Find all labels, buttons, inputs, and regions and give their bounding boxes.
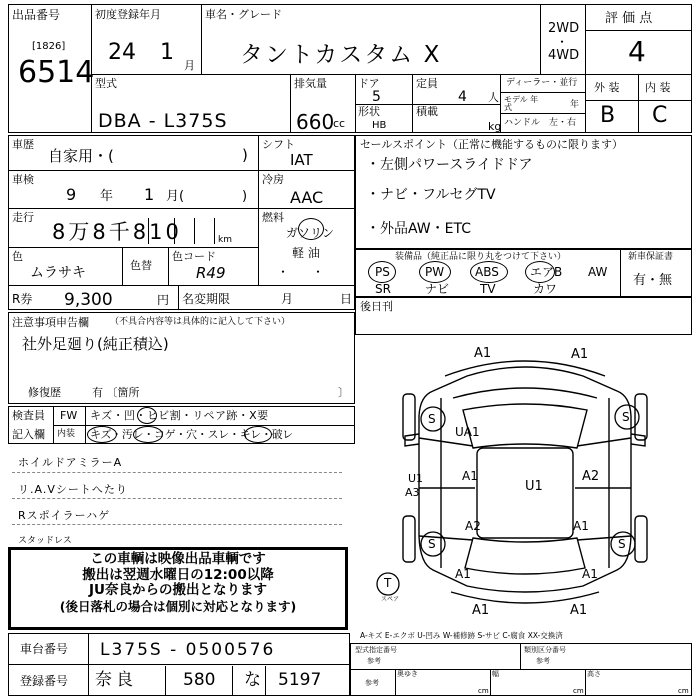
car-diagram bbox=[355, 336, 692, 629]
plate-class: 580 bbox=[183, 670, 216, 690]
r-unit: 円 bbox=[157, 293, 170, 307]
history-value: 自家用・( bbox=[48, 147, 114, 165]
equip-abs: ABS bbox=[475, 265, 499, 279]
shape-value: HB bbox=[372, 120, 387, 131]
capacity-value: 4 bbox=[458, 89, 467, 105]
footer-cm-1: cm bbox=[478, 687, 489, 695]
capacity-unit: 人 bbox=[488, 91, 499, 104]
notice-line-1: この車輌は映像出品車輌です bbox=[90, 551, 266, 567]
sales-item-2: ・ナビ・フルセグTV bbox=[366, 187, 496, 203]
shape-label: 形状 bbox=[358, 105, 380, 118]
exterior-label: 外 装 bbox=[594, 81, 620, 94]
mark-a1-left-mid: A1 bbox=[462, 469, 478, 483]
rear-seat-label: 後日刊 bbox=[360, 300, 393, 313]
notice-line-2: 搬出は翌週水曜日の12:00以降 bbox=[82, 566, 274, 583]
equip-leather: カワ bbox=[533, 282, 558, 296]
equip-sr: SR bbox=[375, 282, 391, 296]
mark-a1-rear-right: A1 bbox=[582, 567, 598, 581]
shift-label: シフト bbox=[262, 138, 295, 151]
plate-region: 奈良 bbox=[95, 670, 137, 690]
equip-navi: ナビ bbox=[425, 282, 450, 296]
remark-3: Rスポイラーハゲ bbox=[18, 509, 111, 522]
repair-label: 修復歴 bbox=[28, 386, 61, 399]
equip-pw: PW bbox=[425, 265, 445, 279]
notes-label: 注意事項申告欄 bbox=[12, 316, 89, 329]
color-value: ムラサキ bbox=[30, 265, 86, 281]
in-wear-circle bbox=[244, 426, 272, 443]
mark-a2-center: A2 bbox=[465, 519, 481, 533]
history-label: 車歴 bbox=[12, 138, 34, 151]
load-unit: kg bbox=[488, 120, 502, 133]
fw-text: キズ・凹・ヒビ割・リペア跡・X要 bbox=[90, 409, 269, 422]
model-label: 型式 bbox=[95, 77, 117, 90]
equip-ps: PS bbox=[375, 265, 390, 279]
plate-kana: な bbox=[244, 670, 261, 690]
model-value: DBA - L375S bbox=[98, 110, 228, 132]
dealer-label: ディーラー・並行 bbox=[506, 78, 578, 88]
displacement-label: 排気量 bbox=[294, 77, 327, 90]
equip-pw-circle bbox=[419, 261, 451, 283]
r-value: 9,300 bbox=[64, 290, 113, 310]
footer-haba: 幅 bbox=[492, 670, 499, 678]
plate-number: 5197 bbox=[278, 670, 322, 690]
score-value: 4 bbox=[628, 35, 646, 68]
mark-a1-rear-left: A1 bbox=[455, 567, 471, 581]
spare-label: スペア bbox=[381, 596, 400, 603]
sales-item-1: ・左側パワースライドドア bbox=[366, 157, 533, 173]
name-change-label: 名変期限 bbox=[182, 292, 231, 306]
mark-s-rear-right: S bbox=[618, 537, 626, 551]
footer-f2: 類別区分番号 bbox=[524, 646, 566, 654]
model-year-label: モデル 年式 bbox=[504, 95, 539, 112]
footer-sanko-1: 参考 bbox=[367, 657, 381, 665]
name-change-day: 日 bbox=[340, 292, 353, 306]
drive-dot: ・ bbox=[556, 35, 569, 49]
mark-a1-top-left: A1 bbox=[474, 346, 492, 361]
first-reg-year: 24 bbox=[108, 40, 136, 65]
fuel-label: 燃料 bbox=[262, 211, 284, 224]
equip-aw: AW bbox=[588, 265, 608, 279]
notes-value: 社外足廻り(純正積込) bbox=[22, 335, 169, 353]
first-reg-label: 初度登録年月 bbox=[95, 8, 161, 21]
color-label: 色 bbox=[12, 250, 23, 263]
inspection-close: ) bbox=[242, 189, 248, 204]
equip-tv: TV bbox=[480, 282, 496, 296]
car-name-label: 車名・グレード bbox=[205, 8, 282, 21]
remark-4: スタッドレス bbox=[18, 536, 72, 546]
mark-s-front-left: S bbox=[428, 412, 436, 426]
equip-abs-circle bbox=[470, 261, 508, 283]
inspection-month-unit: 月( bbox=[166, 189, 185, 204]
notice-line-3: JU奈良からの搬出となります bbox=[89, 582, 267, 599]
footer-oku: 奥ゆき bbox=[397, 670, 418, 678]
repair-close: 〕 bbox=[338, 386, 349, 399]
inspection-label: 車検 bbox=[12, 173, 34, 186]
footer-cm-3: cm bbox=[678, 687, 689, 695]
lot-label: 出品番号 bbox=[12, 8, 61, 22]
equip-ps-circle bbox=[368, 261, 396, 283]
score-label: 評 価 点 bbox=[605, 11, 653, 26]
mileage-value: 8万8千810 bbox=[52, 220, 182, 244]
notes-sub: （不具合内容等は具体的に記入して下さい） bbox=[110, 317, 291, 327]
new-car-value: 有・無 bbox=[633, 273, 673, 288]
inspection-year-unit: 年 bbox=[100, 189, 114, 204]
capacity-label: 定員 bbox=[416, 77, 438, 90]
handle-value: 左・右 bbox=[549, 118, 577, 128]
mark-s-rear-left: S bbox=[428, 537, 436, 551]
mark-ua1: UA1 bbox=[455, 425, 480, 439]
in-text: キズ・汚レ・コゲ・穴・スレ・キレ・破レ bbox=[90, 428, 293, 441]
chassis-value: L375S - 0500576 bbox=[100, 640, 276, 660]
in-scratch-circle bbox=[87, 426, 117, 443]
notice-line-4: (後日落札の場合は個別に対応となります) bbox=[59, 598, 297, 614]
mark-a3: A3 bbox=[405, 486, 420, 499]
lot-sub: [1826] bbox=[32, 41, 66, 52]
inspector-label-1: 検査員 bbox=[12, 409, 45, 422]
doors-label: ドア bbox=[358, 77, 380, 90]
exterior-grade: B bbox=[600, 103, 616, 128]
inspector-label-2: 記入欄 bbox=[12, 428, 45, 441]
mark-u1-center: U1 bbox=[525, 479, 543, 494]
fuel-gas-circle bbox=[298, 218, 324, 240]
footer-taka: 高さ bbox=[587, 670, 601, 678]
notice-box bbox=[8, 547, 348, 630]
drive-4wd: 4WD bbox=[548, 48, 580, 63]
name-change-month: 月 bbox=[281, 292, 294, 306]
plate-label: 登録番号 bbox=[20, 674, 69, 688]
ac-label: 冷房 bbox=[262, 173, 284, 186]
sales-item-3: ・外品AW・ETC bbox=[366, 221, 472, 237]
color-code-label: 色コード bbox=[172, 250, 216, 263]
footer-cm-2: cm bbox=[573, 687, 584, 695]
remark-2: リ.A.Vシートへたり bbox=[18, 483, 128, 496]
displacement-unit: cc bbox=[333, 117, 346, 130]
chassis-label: 車台番号 bbox=[20, 642, 69, 656]
mileage-unit: km bbox=[218, 235, 232, 245]
fuel-gas: ガソリン bbox=[286, 226, 335, 240]
shift-value: IAT bbox=[290, 151, 313, 169]
interior-label: 内 装 bbox=[645, 81, 671, 94]
remark-1: ホイルドアミラーA bbox=[18, 456, 123, 469]
ac-value: AAC bbox=[290, 188, 324, 207]
drive-2wd: 2WD bbox=[548, 21, 580, 36]
equip-airbag-circle bbox=[525, 261, 555, 283]
in-label: 内装 bbox=[57, 429, 76, 439]
mileage-label: 走行 bbox=[12, 211, 34, 224]
fw-label: FW bbox=[60, 409, 78, 422]
first-reg-month: 1 bbox=[160, 40, 174, 65]
mark-a2-right: A2 bbox=[582, 469, 600, 484]
footer-sanko-3: 参考 bbox=[365, 679, 379, 687]
equip-airbag: エアB bbox=[530, 265, 563, 279]
r-label: R券 bbox=[12, 292, 33, 306]
displacement-value: 660 bbox=[296, 110, 335, 134]
color-change-label: 色替 bbox=[130, 259, 152, 272]
legend-text: A-キズ E-エクボ U-凹み W-補修跡 S-サビ C-腐食 XX-交換済 bbox=[360, 631, 563, 640]
handle-label: ハンドル bbox=[504, 118, 541, 128]
rear-seat-box bbox=[355, 297, 692, 335]
model-year-unit: 年 bbox=[570, 100, 580, 110]
footer-f1: 型式指定番号 bbox=[355, 646, 397, 654]
equipment-label: 装備品（純正品に限り丸をつけて下さい） bbox=[395, 252, 567, 262]
lot-number: 6514 bbox=[18, 55, 95, 90]
mark-a1-top-right: A1 bbox=[571, 347, 589, 362]
doors-value: 5 bbox=[372, 89, 381, 105]
inspection-year: 9 bbox=[66, 185, 77, 204]
first-reg-month-unit: 月 bbox=[184, 59, 195, 72]
in-dirt-circle bbox=[133, 426, 163, 443]
sales-label: セールスポイント（正常に機能するものに限ります） bbox=[360, 138, 624, 151]
mark-t-spare: T bbox=[384, 576, 392, 590]
history-close: ) bbox=[242, 146, 248, 164]
mark-u1-left: U1 bbox=[408, 472, 424, 485]
new-car-label: 新車保証書 bbox=[628, 252, 674, 262]
mark-a1-bottom-left: A1 bbox=[472, 603, 490, 618]
repair-value: 有 〔箇所 bbox=[92, 386, 140, 399]
fw-dent-circle bbox=[137, 407, 157, 424]
mark-s-front-right: S bbox=[622, 410, 630, 424]
footer-sanko-2: 参考 bbox=[536, 657, 550, 665]
mark-a1-right-mid: A1 bbox=[573, 519, 589, 533]
mark-a1-bottom-right: A1 bbox=[570, 603, 588, 618]
car-name-value: タントカスタム X bbox=[240, 42, 442, 68]
load-label: 積載 bbox=[416, 105, 438, 118]
fuel-diesel: 軽 油 bbox=[292, 246, 320, 260]
inspection-month: 1 bbox=[144, 185, 155, 204]
interior-grade: C bbox=[652, 103, 668, 128]
color-code-value: R49 bbox=[196, 264, 226, 282]
